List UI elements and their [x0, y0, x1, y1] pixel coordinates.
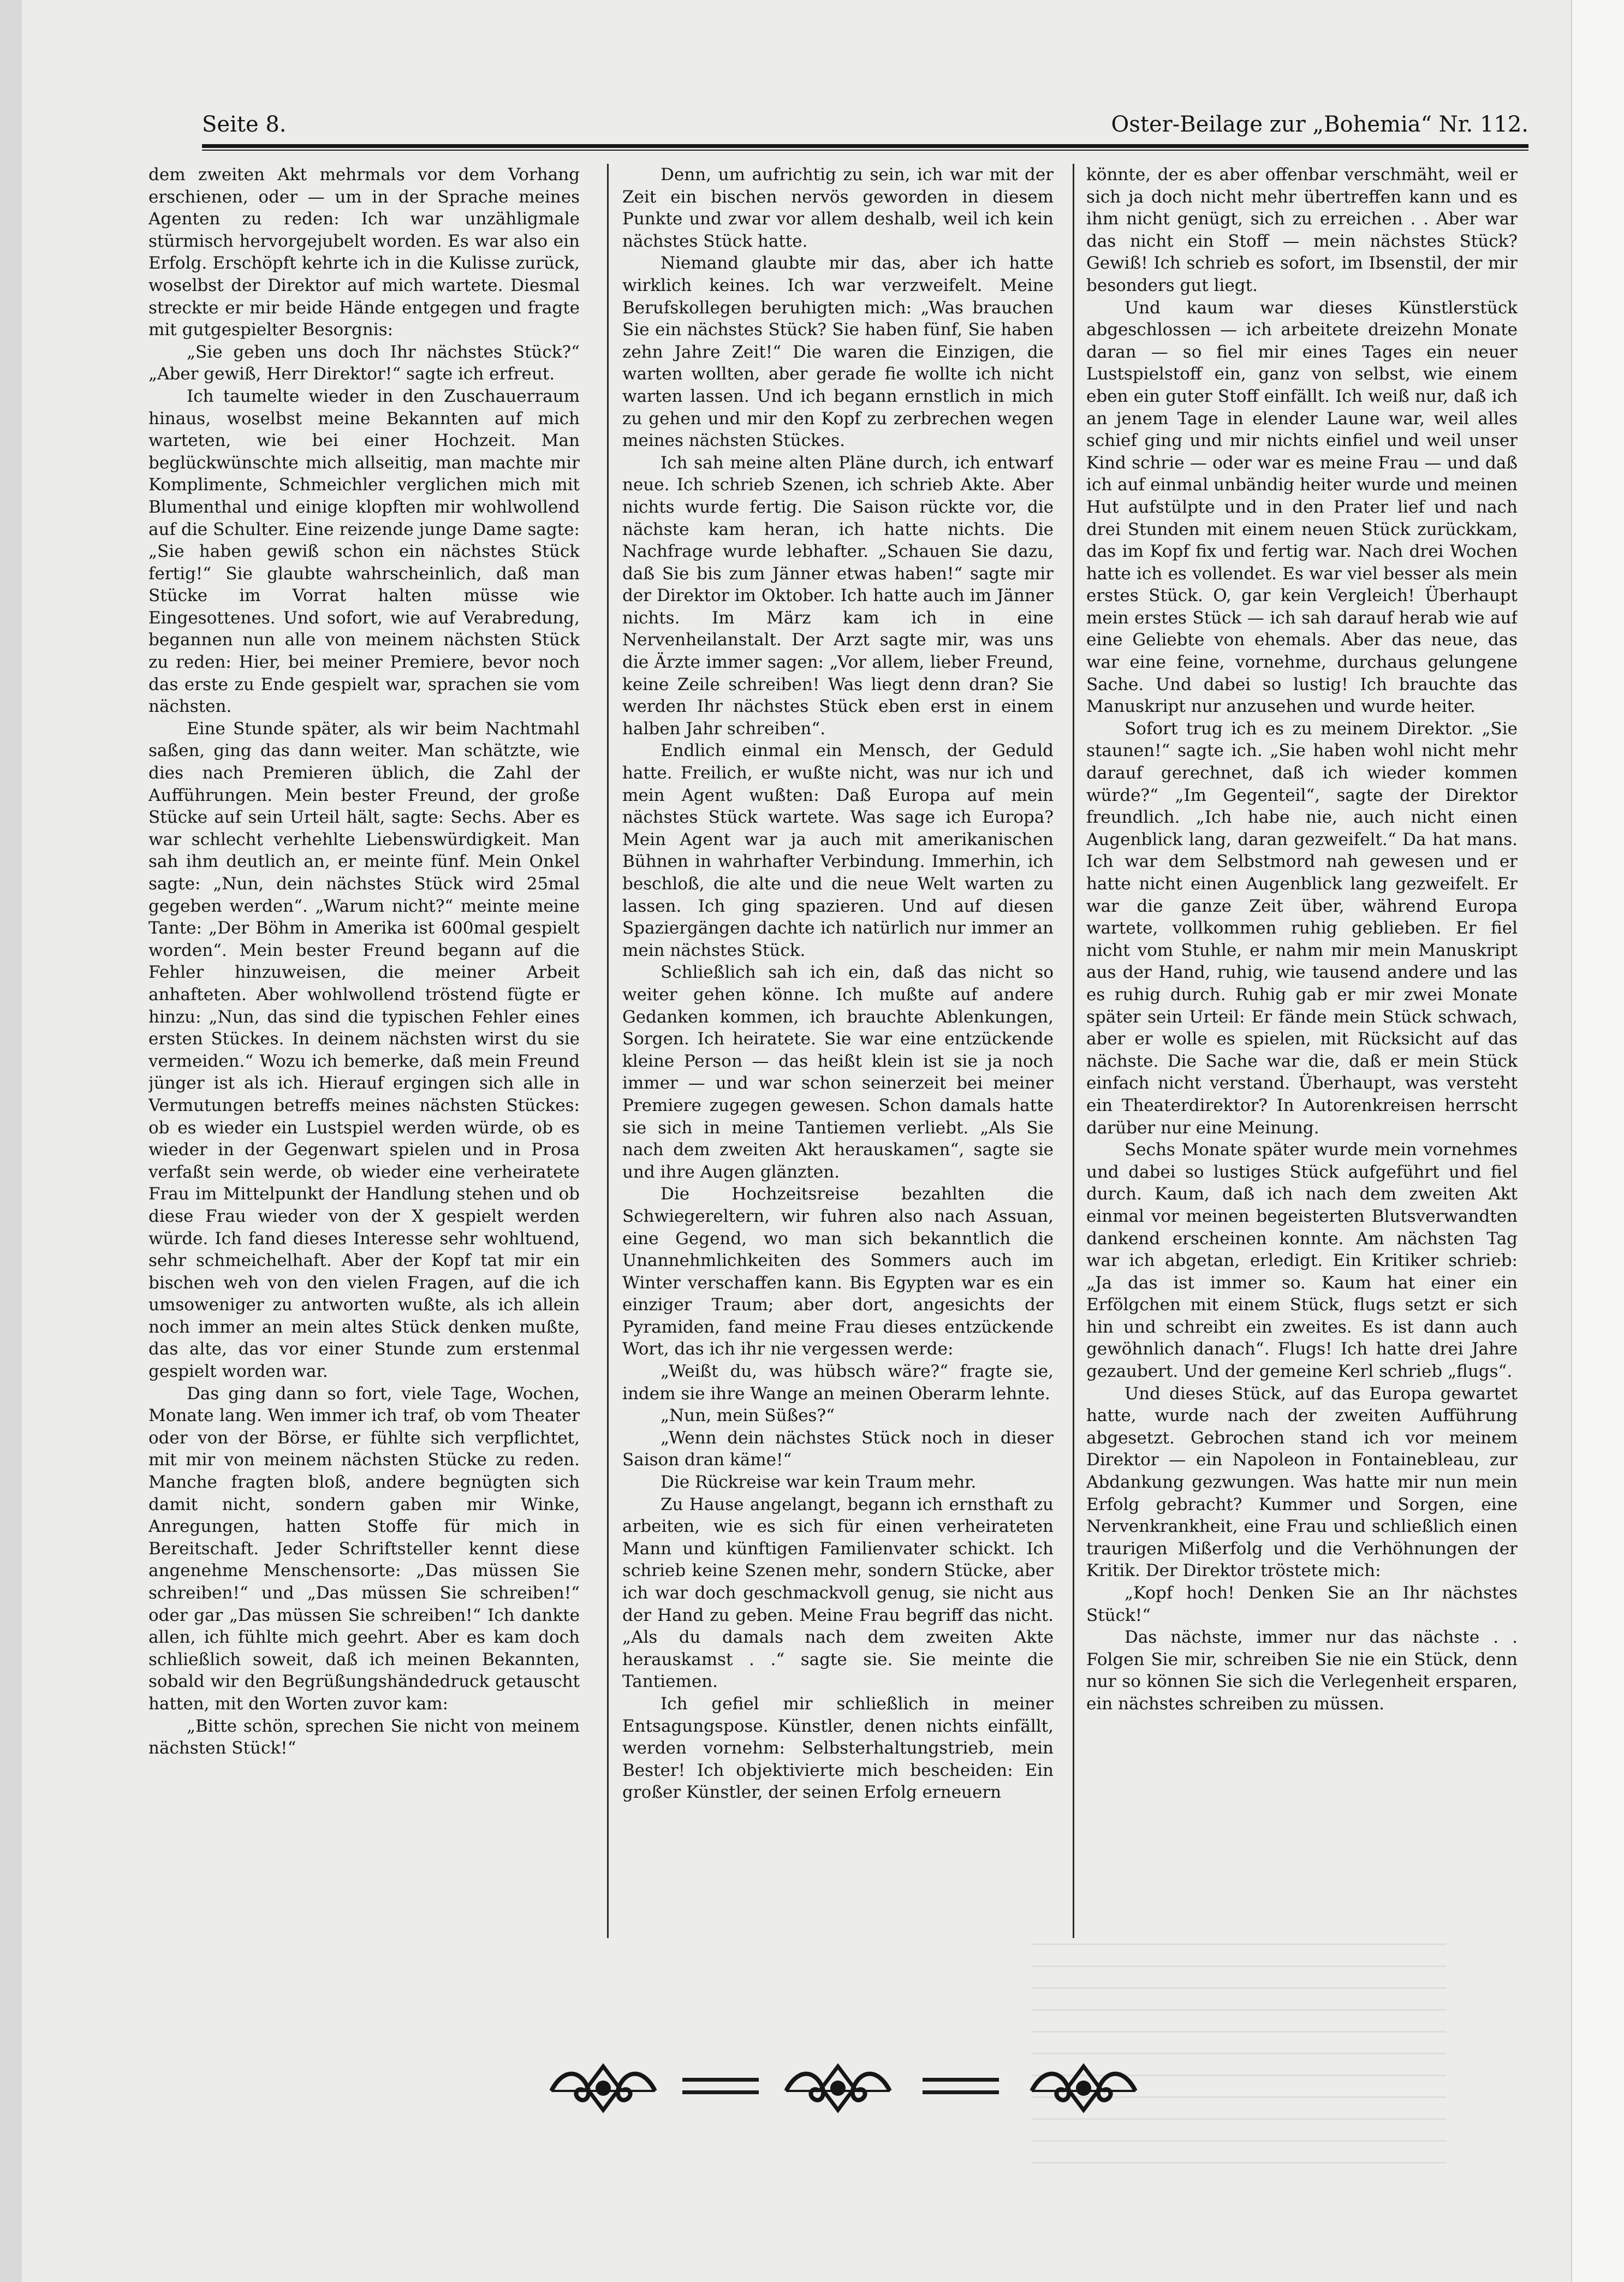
- paragraph: Und dieses Stück, auf das Europa gewartet hatte, wurde nach der zweiten Aufführung abgesetzt. Gebrochen stand ich vor meinem Direktor — ein Napoleon in Fontainebleau, zur Abdankung gezwungen. Was hatte mir nun mein Erfolg gebracht? Kummer und Sorgen, eine Nervenkrankheit, eine Frau und schließlich einen traurigen Mißerfolg und die Verhöhnungen der Kritik. Der Direktor tröstete mich:: [1086, 1383, 1518, 1581]
- newspaper-page: [22, 0, 1624, 2282]
- paragraph: „Nun, mein Süßes?“: [661, 1406, 835, 1426]
- paragraph: Ich gefiel mir schließlich in meiner Entsagungspose. Künstler, denen nichts einfällt, werden vornehm: Selbsterhaltungstrieb, mein Bester! Ich objektivierte mich bescheiden: Ein großer Künstler, der seinen Erfolg erneuern: [622, 1693, 1054, 1803]
- paragraph: Zu Hause angelangt, begann ich ernsthaft zu arbeiten, wie es sich für einen verheirateten Mann und künftigen Familienvater schickt. Ich schrieb keine Szenen mehr, sondern Stücke, aber ich war doch geschmackvoll genug, sie nicht aus der Hand zu geben. Meine Frau begriff das nicht. „Als du damals nach dem zweiten Akte herauskamst . .“ sagte sie. Sie meinte die Tantiemen.: [622, 1494, 1054, 1692]
- paragraph: „Kopf hoch! Denken Sie an Ihr nächstes Stück!“: [1086, 1583, 1518, 1625]
- paragraph: „Sie geben uns doch Ihr nächstes Stück?“ „Aber gewiß, Herr Direktor!“ sagte ich erfreut.: [148, 342, 580, 384]
- paragraph: Sofort trug ich es zu meinem Direktor. „Sie staunen!“ sagte ich. „Sie haben wohl nicht mehr darauf gerechnet, daß ich wieder kommen würde?“ „Im Gegenteil“, sagte der Direktor freundlich. „Ich habe nie, auch nicht einen Augenblick lang, daran gezweifelt.“ Da hat mans. Ich war dem Selbstmord nah gewesen und er hatte nicht einen Augenblick lang gezweifelt. Er war die ganze Zeit über, während Europa wartete, vollkommen ruhig geblieben. Er fiel nicht vom Stuhle, er nahm mir mein Manuskript aus der Hand, ruhig, wie tausend andere und las es ruhig durch. Ruhig gab er mir zwei Monate später sein Urteil: Er fände mein Stück schwach, aber er wolle es spielen, mit Rücksicht auf das nächste. Die Sache war die, daß er mein Stück einfach nicht verstand. Überhaupt, was versteht ein Theaterdirektor? In Autorenkreisen herrscht darüber nur eine Meinung.: [1086, 718, 1518, 1138]
- column-divider: [1073, 164, 1074, 1938]
- paragraph: Und kaum war dieses Künstlerstück abgeschlossen — ich arbeitete dreizehn Monate daran — so fiel mir eines Tages ein neuer Lustspielstoff ein, ganz von selbst, wie einem eben ein guter Stoff einfällt. Ich weiß nur, daß ich an jenem Tage in elender Laune war, weil alles schief ging und mir nichts einfiel und weil unser Kind schrie — oder war es meine Frau — und daß ich auf einmal unbändig heiter wurde und meinen Hut aufstülpte und in den Prater lief und nach drei Stunden mit einem neuen Stück zurückkam, das im Kopf fix und fertig war. Nach drei Wochen hatte ich es vollendet. Es war viel besser als mein erstes Stück. O, gar kein Vergleich! Überhaupt mein erstes Stück — ich sah darauf herab wie auf eine Geliebte von ehemals. Aber das neue, das war eine feine, vornehme, durchaus gelungene Sache. Und dabei so lustig! Ich brauchte das Manuskript nur anzusehen und wurde heiter.: [1086, 298, 1518, 717]
- paragraph: Niemand glaubte mir das, aber ich hatte wirklich keines. Ich war verzweifelt. Meine Berufskollegen beruhigten mich: „Was brauchen Sie ein nächstes Stück? Sie haben fünf, Sie haben zehn Jahre Zeit!“ Die waren die Einzigen, die warten wollten, aber gerade fie wollte ich nicht warten lassen. Und ich begann ernstlich in mich zu gehen und mir den Kopf zu zerbrechen wegen meines nächsten Stückes.: [622, 253, 1054, 451]
- paragraph: Denn, um aufrichtig zu sein, ich war mit der Zeit ein bischen nervös geworden in diesem Punkte und zwar vor allem deshalb, weil ich kein nächstes Stück hatte.: [622, 165, 1054, 251]
- column-divider: [607, 164, 609, 1938]
- flourish-icon: [546, 2058, 661, 2118]
- flourish-icon: [1026, 2058, 1141, 2118]
- paragraph: dem zweiten Akt mehrmals vor dem Vorhang erschienen, oder — um in der Sprache meines Agenten zu reden: Ich war unzähligmale stürmisch hervorgejubelt worden. Es war also ein Erfolg. Erschöpft kehrte ich in die Kulisse zurück, woselbst der Direktor auf mich wartete. Diesmal streckte er mir beide Hände entgegen und fragte mit gutgespielter Besorgnis:: [148, 165, 580, 340]
- page-number: Seite 8.: [202, 112, 287, 137]
- paragraph: Das nächste, immer nur das nächste . . Folgen Sie mir, schreiben Sie nie ein Stück, denn nur so können Sie sich die Verlegenheit ersparen, ein nächstes schreiben zu müssen.: [1086, 1627, 1518, 1714]
- text-column-1: [148, 164, 580, 1965]
- text-column-3: [1086, 164, 1518, 1965]
- paragraph: „Wenn dein nächstes Stück noch in dieser Saison dran käme!“: [622, 1428, 1054, 1470]
- double-rule: [923, 2078, 999, 2094]
- flourish-icon: [781, 2058, 895, 2118]
- paragraph: „Weißt du, was hübsch wäre?“ fragte sie, indem sie ihre Wange an meinen Oberarm lehnte.: [622, 1362, 1054, 1404]
- paragraph: Die Rückreise war kein Traum mehr.: [661, 1472, 977, 1493]
- end-ornament: [546, 2058, 1190, 2118]
- paragraph: „Bitte schön, sprechen Sie nicht von meinem nächsten Stück!“: [148, 1716, 580, 1758]
- double-rule: [682, 2078, 759, 2094]
- header-rule: [202, 144, 1528, 151]
- paragraph: Das ging dann so fort, viele Tage, Wochen, Monate lang. Wen immer ich traf, ob vom Theater oder von der Börse, er fühlte sich verpflichtet, mit mir von meinem nächsten Stücke zu reden. Manche fragten bloß, andere begnügten sich damit nicht, sondern gaben mir Winke, Anregungen, hatten Stoffe für mich in Bereitschaft. Jeder Schriftsteller kennt diese angenehme Menschensorte: „Das müssen Sie schreiben!“ und „Das müssen Sie schreiben!“ oder gar „Das müssen Sie schreiben!“ Ich dankte allen, ich fühlte mich geehrt. Aber es kam doch schließlich soweit, daß ich meinen Bekannten, sobald wir den Begrüßungshändedruck getauscht hatten, mit den Worten zuvor kam:: [148, 1383, 580, 1714]
- supplement-title: Oster-Beilage zur „Bohemia“ Nr. 112.: [1111, 112, 1528, 137]
- paragraph: Die Hochzeitsreise bezahlten die Schwiegereltern, wir fuhren also nach Assuan, eine Gegend, wo man sich bekanntlich die Unannehmlichkeiten des Sommers auch im Winter verschaffen kann. Bis Egypten war es ein einziger Traum; aber dort, angesichts der Pyramiden, fand meine Frau dieses entzückende Wort, das ich ihr nie vergessen werde:: [622, 1184, 1054, 1359]
- text-column-2: [622, 164, 1054, 1965]
- paragraph: Schließlich sah ich ein, daß das nicht so weiter gehen könne. Ich mußte auf andere Gedanken kommen, ich brauchte Ablenkungen, Sorgen. Ich heiratete. Sie war eine entzückende kleine Person — das heißt klein ist sie ja noch immer — und war schon seinerzeit bei meiner Premiere zugegen gewesen. Schon damals hatte sie sich in meine Tantiemen verliebt. „Als Sie nach dem zweiten Akt herauskamen“, sagte sie und ihre Augen glänzten.: [622, 962, 1054, 1182]
- paragraph: Ich taumelte wieder in den Zuschauerraum hinaus, woselbst meine Bekannten auf mich warteten, wie bei einer Hochzeit. Man beglückwünschte mich allseitig, man machte mir Komplimente, Schmeichler verglichen mich mit Blumenthal und einige klopften mir wohlwollend auf die Schulter. Eine reizende junge Dame sagte: „Sie haben gewiß schon ein nächstes Stück fertig!“ Sie glaubte wahrscheinlich, daß man Stücke im Vorrat halten müsse wie Eingesottenes. Und sofort, wie auf Verabredung, begannen nun alle von meinem nächsten Stück zu reden: Hier, bei meiner Premiere, bevor noch das erste zu Ende gespielt war, sprachen sie vom nächsten.: [148, 386, 580, 717]
- paragraph: Endlich einmal ein Mensch, der Geduld hatte. Freilich, er wußte nicht, was nur ich und mein Agent wußten: Daß Europa auf mein nächstes Stück wartete. Was sage ich Europa? Mein Agent war ja auch mit amerikanischen Bühnen in wahrhafter Verbindung. Immerhin, ich beschloß, die alte und die neue Welt warten zu lassen. Ich ging spazieren. Und auf diesen Spaziergängen dachte ich natürlich nur immer an mein nächstes Stück.: [622, 741, 1054, 960]
- paragraph: könnte, der es aber offenbar verschmäht, weil er sich ja doch nicht mehr übertreffen kann und es ihm nicht genügt, sich zu erreichen . . Aber war das nicht ein Stoff — mein nächstes Stück? Gewiß! Ich schrieb es sofort, im Ibsenstil, der mir besonders gut liegt.: [1086, 165, 1518, 295]
- paragraph: Ich sah meine alten Pläne durch, ich entwarf neue. Ich schrieb Szenen, ich schrieb Akte. Aber nichts wurde fertig. Die Saison rückte vor, die nächste kam heran, ich hatte nichts. Die Nachfrage wurde lebhafter. „Schauen Sie dazu, daß Sie bis zum Jänner etwas haben!“ sagte mir der Direktor im Oktober. Ich hatte auch im Jänner nichts. Im März kam ich in eine Nervenheilanstalt. Der Arzt sagte mir, was uns die Ärzte immer sagen: „Vor allem, lieber Freund, keine Zeile schreiben! Was liegt denn dran? Sie werden Ihr nächstes Stück eben erst in einem halben Jahr schreiben“.: [622, 453, 1054, 739]
- paragraph: Eine Stunde später, als wir beim Nachtmahl saßen, ging das dann weiter. Man schätzte, wie dies nach Premieren üblich, die Zahl der Aufführungen. Mein bester Freund, der große Stücke auf sein Urteil hält, sagte: Sechs. Aber es war schlecht verhehlte Liebenswürdigkeit. Man sah ihm deutlich an, er meinte fünf. Mein Onkel sagte: „Nun, dein nächstes Stück wird 25mal gegeben werden“. „Warum nicht?“ meinte meine Tante: „Der Böhm in Amerika ist 600mal gespielt worden“. Mein bester Freund begann auf die Fehler hinzuweisen, die meiner Arbeit anhafteten. Aber wohlwollend tröstend fügte er hinzu: „Nun, das sind die typischen Fehler eines ersten Stückes. In deinem nächsten wirst du sie vermeiden.“ Wozu ich bemerke, daß mein Freund jünger ist als ich. Hierauf ergingen sich alle in Vermutungen betreffs meines nächsten Stückes: ob es wieder ein Lustspiel werden würde, ob es wieder in der Gegenwart spielen und in Prosa verfaßt sein werde, ob wieder eine verheiratete Frau im Mittelpunkt der Handlung stehen und ob diese Frau wieder von der X gespielt werden würde. Ich fand dieses Interesse sehr wohltuend, sehr schmeichelhaft. Aber der Kopf tat mir ein bischen weh von den vielen Fragen, auf die ich umsoweniger zu antworten wußte, als ich allein noch immer an mein altes Stück denken mußte, das alte, das vor einer Stunde zum erstenmal gespielt worden war.: [148, 718, 580, 1382]
- paragraph: Sechs Monate später wurde mein vornehmes und dabei so lustiges Stück aufgeführt und fiel durch. Kaum, daß ich nach dem zweiten Akt einmal vor meinen begeisterten Blutsverwandten dankend erscheinen konnte. Am nächsten Tag war ich abgetan, erledigt. Ein Kritiker schrieb: „Ja das ist immer so. Kaum hat einer ein Erfölgchen mit einem Stück, flugs setzt er sich hin und schreibt ein zweites. Es ist dann auch gewöhnlich danach“. Flugs! Ich hatte drei Jahre gezaubert. Und der gemeine Kerl schrieb „flugs“.: [1086, 1140, 1518, 1382]
